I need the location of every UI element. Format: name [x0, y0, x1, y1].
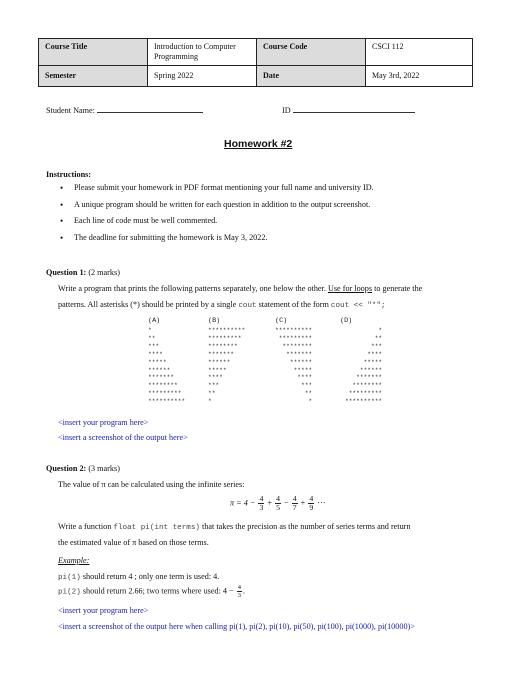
- q2-line1-pre: Write a function: [58, 522, 112, 531]
- example-2-text: should return 2.66; two terms where used: 4 −: [82, 586, 234, 596]
- q1-insert-screenshot[interactable]: <insert a screenshot of the output here>: [58, 433, 188, 442]
- question-1-line2: [58, 300, 386, 310]
- date-label: Date: [257, 66, 366, 87]
- q1-insert-program[interactable]: <insert your program here>: [58, 418, 149, 427]
- question-2-heading: [46, 464, 120, 473]
- example-1: [58, 572, 219, 582]
- student-name-label: Student Name:: [46, 106, 95, 115]
- question-1-marks: (2 marks): [88, 268, 120, 277]
- instruction-item: • Please submit your homework in PDF format mentioning your full name and university ID.: [74, 183, 374, 200]
- course-code-label: Course Code: [257, 39, 366, 66]
- q2-line2: the estimated value of π based on those terms.: [58, 538, 209, 547]
- pattern-a-label: (A): [148, 317, 161, 325]
- course-code-value: CSCI 112: [366, 39, 473, 66]
- function-signature-code: float pi(int terms): [113, 524, 200, 532]
- formula-term: $\frac{4}{5}$: [276, 494, 280, 512]
- instruction-item: • The deadline for submitting the homework is May 3, 2022.: [74, 233, 374, 250]
- q1-line2-mid: statement of the form: [258, 300, 329, 309]
- example-2-end: .: [242, 586, 246, 596]
- q2-line1-post: that takes the precision as the number of series terms and return: [202, 522, 411, 531]
- formula-op: −: [284, 498, 289, 508]
- formula-tail: ···: [317, 498, 326, 508]
- q2-line1: [58, 522, 411, 532]
- pattern-b: ********** ********* ******** ******* ****** ***** **** *** ** *: [208, 327, 246, 406]
- example-1-code: pi(1): [58, 574, 81, 582]
- q2-insert-screenshot[interactable]: <insert a screenshot of the output here when calling pi(1), pi(2), pi(10), pi(50), pi(100), pi(1000), pi(10000)>: [58, 622, 415, 631]
- cout-code: cout: [238, 302, 257, 310]
- semester-label: Semester: [39, 66, 148, 87]
- homework-title: Homework #2: [224, 138, 293, 150]
- example-2-fraction: $\frac{4}{3}$: [237, 584, 241, 599]
- instructions-list: [74, 183, 374, 249]
- formula-term: $\frac{4}{3}$: [259, 494, 264, 512]
- course-title-line2: Programming: [154, 52, 198, 61]
- formula-term: $\frac{4}{9}$: [309, 494, 314, 512]
- formula-op: +: [300, 498, 306, 508]
- q1-line1-text: Write a program that prints the following patterns separately, one below the other.: [58, 284, 326, 293]
- course-info-table: [38, 38, 473, 87]
- q1-line1-post: to generate the: [374, 284, 423, 293]
- pattern-b-label: (B): [208, 317, 221, 325]
- use-for-loops-link[interactable]: Use for loops: [327, 284, 373, 293]
- formula-op: +: [267, 498, 273, 508]
- q2-insert-program[interactable]: <insert your program here>: [58, 606, 149, 615]
- semester-value: Spring 2022: [148, 66, 257, 87]
- question-2-label: Question 2:: [46, 464, 87, 473]
- pattern-c-label: (C): [275, 317, 288, 325]
- formula-term: $\frac{4}{7}$: [292, 494, 297, 512]
- instruction-item: • Each line of code must be well commented.: [74, 216, 374, 233]
- course-title-label: Course Title: [39, 39, 148, 66]
- question-1-line1: [58, 284, 422, 293]
- pi-series-formula: [230, 495, 325, 512]
- question-1-label: Question 1:: [46, 268, 87, 277]
- instruction-item: • A unique program should be written for each question in addition to the output screenshot.: [74, 200, 374, 217]
- pattern-d: * ** *** **** ***** ****** ******* ******** ********* **********: [345, 327, 383, 406]
- question-2-marks: (3 marks): [88, 464, 120, 473]
- question-1-heading: [46, 268, 120, 277]
- formula-lhs: π = 4 −: [230, 498, 256, 508]
- example-1-text: should return 4 ; only one term is used: 4.: [82, 572, 220, 581]
- example-2: [58, 584, 245, 599]
- instructions-label: Instructions:: [46, 170, 92, 179]
- q1-line2-text: patterns. All asterisks (*) should be printed by a single: [58, 300, 237, 309]
- cout-statement-code: cout << "*";: [330, 302, 386, 310]
- course-title-value: [148, 39, 257, 66]
- pattern-c: ********** ********* ******** ******* ****** ***** **** *** ** *: [275, 327, 313, 406]
- student-id-field: [282, 104, 415, 115]
- date-value: May 3rd, 2022: [366, 66, 473, 87]
- student-id-blank[interactable]: [293, 104, 415, 113]
- student-id-label: ID: [282, 106, 291, 115]
- course-title-line1: Introduction to Computer: [154, 42, 236, 51]
- example-label: Example:: [58, 556, 90, 565]
- pattern-a: * ** *** **** ***** ****** ******* ******** ********* **********: [148, 327, 186, 406]
- student-name-blank[interactable]: [97, 104, 203, 113]
- q2-intro: The value of π can be calculated using the infinite series:: [58, 480, 245, 489]
- student-name-field: [46, 104, 203, 115]
- example-2-code: pi(2): [58, 588, 81, 597]
- pattern-d-label: (D): [340, 317, 353, 325]
